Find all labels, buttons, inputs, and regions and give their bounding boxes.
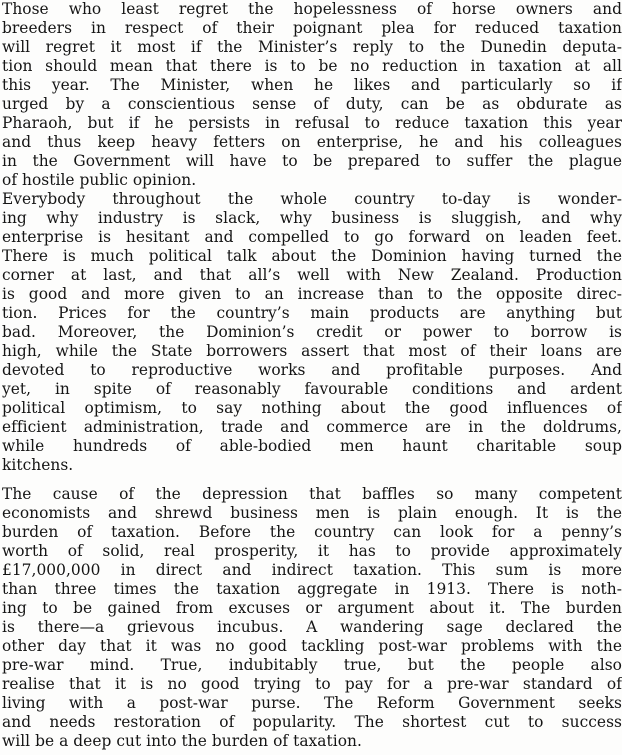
text-line: of hostile public opinion.: [2, 171, 197, 189]
text-line: is there—a grievous incubus. A wandering sage declared the: [2, 618, 622, 636]
text-line: urged by a conscientious sense of duty, can be as obdurate as: [2, 95, 622, 113]
text-line: £17,000,000 in direct and indirect taxation. This sum is more: [2, 561, 622, 579]
text-line: while hundreds of able-bodied men haunt charitable soup: [2, 437, 622, 455]
text-line: Everybody throughout the whole country to-day is wonder-: [2, 190, 622, 208]
text-line: is good and more given to an increase than to the opposite direc-: [2, 285, 622, 303]
text-line: ing why industry is slack, why business is sluggish, and why: [2, 209, 622, 227]
text-line: yet, in spite of reasonably favourable conditions and ardent: [2, 380, 622, 398]
text-line: Those who least regret the hopelessness of horse owners and: [2, 0, 622, 18]
text-line: enterprise is hesitant and compelled to go forward on leaden feet.: [2, 228, 622, 246]
text-line: and thus keep heavy fetters on enterprise, he and his colleagues: [2, 133, 622, 151]
text-line: living with a post-war purse. The Reform Government seeks: [2, 694, 622, 712]
text-line: this year. The Minister, when he likes and particularly so if: [2, 76, 622, 94]
text-line: bad. Moreover, the Dominion’s credit or power to borrow is: [2, 323, 622, 341]
text-line: and needs restoration of popularity. The shortest cut to success: [2, 713, 622, 731]
text-line: political optimism, to say nothing about the good influences of: [2, 399, 622, 417]
text-line: kitchens.: [2, 456, 74, 474]
text-line: burden of taxation. Before the country can look for a penny’s: [2, 523, 622, 541]
text-line: devoted to reproductive works and profitable purposes. And: [2, 361, 622, 379]
text-line: pre-war mind. True, indubitably true, but the people also: [2, 656, 622, 674]
text-line: ing to be gained from excuses or argument about it. The burden: [2, 599, 622, 617]
text-line: will regret it most if the Minister’s reply to the Dunedin deputa-: [2, 38, 622, 56]
text-line: high, while the State borrowers assert that most of their loans are: [2, 342, 622, 360]
text-line: worth of solid, real prosperity, it has to provide approximately: [2, 542, 622, 560]
text-line: tion should mean that there is to be no reduction in taxation at all: [2, 57, 622, 75]
text-line: than three times the taxation aggregate in 1913. There is noth-: [2, 580, 622, 598]
text-line: tion. Prices for the country’s main products are anything but: [2, 304, 622, 322]
text-line: corner at last, and that all’s well with New Zealand. Production: [2, 266, 622, 284]
text-line: efficient administration, trade and commerce are in the doldrums,: [2, 418, 622, 436]
text-line: realise that it is no good trying to pay for a pre-war standard of: [2, 675, 622, 693]
text-line: Pharaoh, but if he persists in refusal to reduce taxation this year: [2, 114, 622, 132]
text-line: There is much political talk about the Dominion having turned the: [2, 247, 622, 265]
text-line: will be a deep cut into the burden of taxation.: [2, 732, 362, 750]
text-line: The cause of the depression that baffles so many competent: [2, 485, 622, 503]
text-line: economists and shrewd business men is plain enough. It is the: [2, 504, 622, 522]
text-line: breeders in respect of their poignant plea for reduced taxation: [2, 19, 622, 37]
text-line: in the Government will have to be prepared to suffer the plague: [2, 152, 622, 170]
text-line: other day that it was no good tackling post-war problems with the: [2, 637, 622, 655]
